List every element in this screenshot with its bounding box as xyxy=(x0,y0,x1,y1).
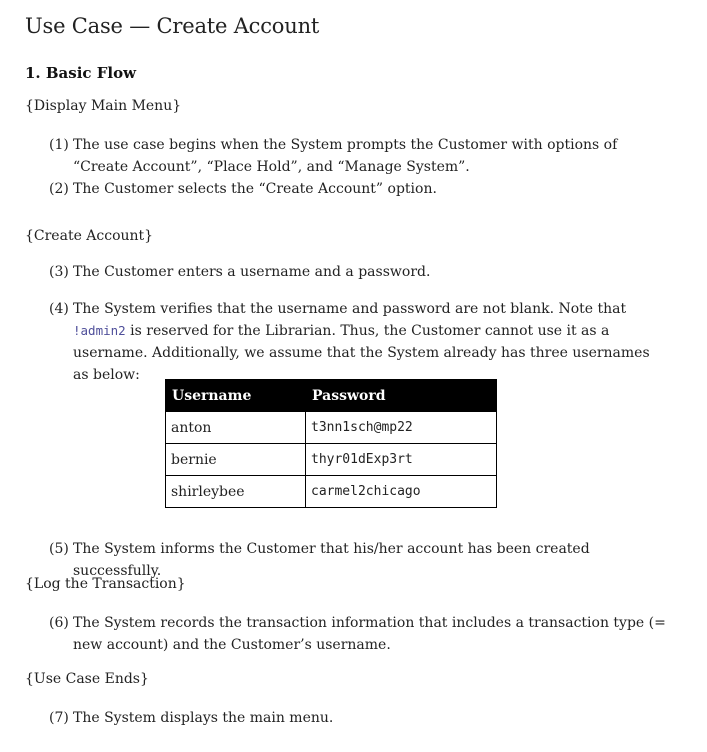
password-cell: thyr01dExp3rt xyxy=(306,444,497,476)
table-row xyxy=(166,476,497,508)
column-header-username: Username xyxy=(166,380,306,412)
accounts-table xyxy=(165,379,497,508)
step-number: (5) xyxy=(49,541,69,557)
table-row xyxy=(166,412,497,444)
block-label-use-case-ends: {Use Case Ends} xyxy=(25,671,149,687)
reserved-username-code: !admin2 xyxy=(73,323,126,338)
step-text-before-code: The System verifies that the username and password are not blank. Note that xyxy=(73,301,627,317)
step-text: The Customer enters a username and a password. xyxy=(73,264,431,280)
step-1 xyxy=(49,134,669,178)
step-number: (4) xyxy=(49,301,69,317)
step-2 xyxy=(49,178,669,200)
password-cell: t3nn1sch@mp22 xyxy=(306,412,497,444)
step-7 xyxy=(49,707,669,729)
table-row xyxy=(166,444,497,476)
step-4 xyxy=(49,298,669,386)
step-3 xyxy=(49,261,669,283)
step-6 xyxy=(49,612,669,656)
step-text-after-code: is reserved for the Librarian. Thus, the Customer cannot use it as a username. Additionally, we assume that the System already has three usernames as below: xyxy=(73,323,650,383)
step-text: The use case begins when the System prompts the Customer with options of “Create Account”, “Place Hold”, and “Manage System”. xyxy=(73,137,618,175)
block-label-display-main-menu: {Display Main Menu} xyxy=(25,98,182,114)
block-label-create-account: {Create Account} xyxy=(25,228,154,244)
step-text: The Customer selects the “Create Account” option. xyxy=(73,181,437,197)
page-title: Use Case — Create Account xyxy=(25,14,320,38)
step-number: (2) xyxy=(49,181,69,197)
step-text xyxy=(49,298,669,386)
username-cell: shirleybee xyxy=(166,476,306,508)
step-number: (3) xyxy=(49,264,69,280)
column-header-password: Password xyxy=(306,380,497,412)
step-number: (7) xyxy=(49,710,69,726)
step-text: The System displays the main menu. xyxy=(73,710,334,726)
step-number: (1) xyxy=(49,137,69,153)
step-number: (6) xyxy=(49,615,69,631)
username-cell: bernie xyxy=(166,444,306,476)
section-heading: 1. Basic Flow xyxy=(25,64,137,82)
step-text: The System records the transaction information that includes a transaction type (= new account) and the Customer’s username. xyxy=(73,615,666,653)
block-label-log-transaction: {Log the Transaction} xyxy=(25,576,186,592)
table-header-row xyxy=(166,380,497,412)
username-cell: anton xyxy=(166,412,306,444)
password-cell: carmel2chicago xyxy=(306,476,497,508)
step-text: The System informs the Customer that his/her account has been created successfully. xyxy=(73,541,590,579)
